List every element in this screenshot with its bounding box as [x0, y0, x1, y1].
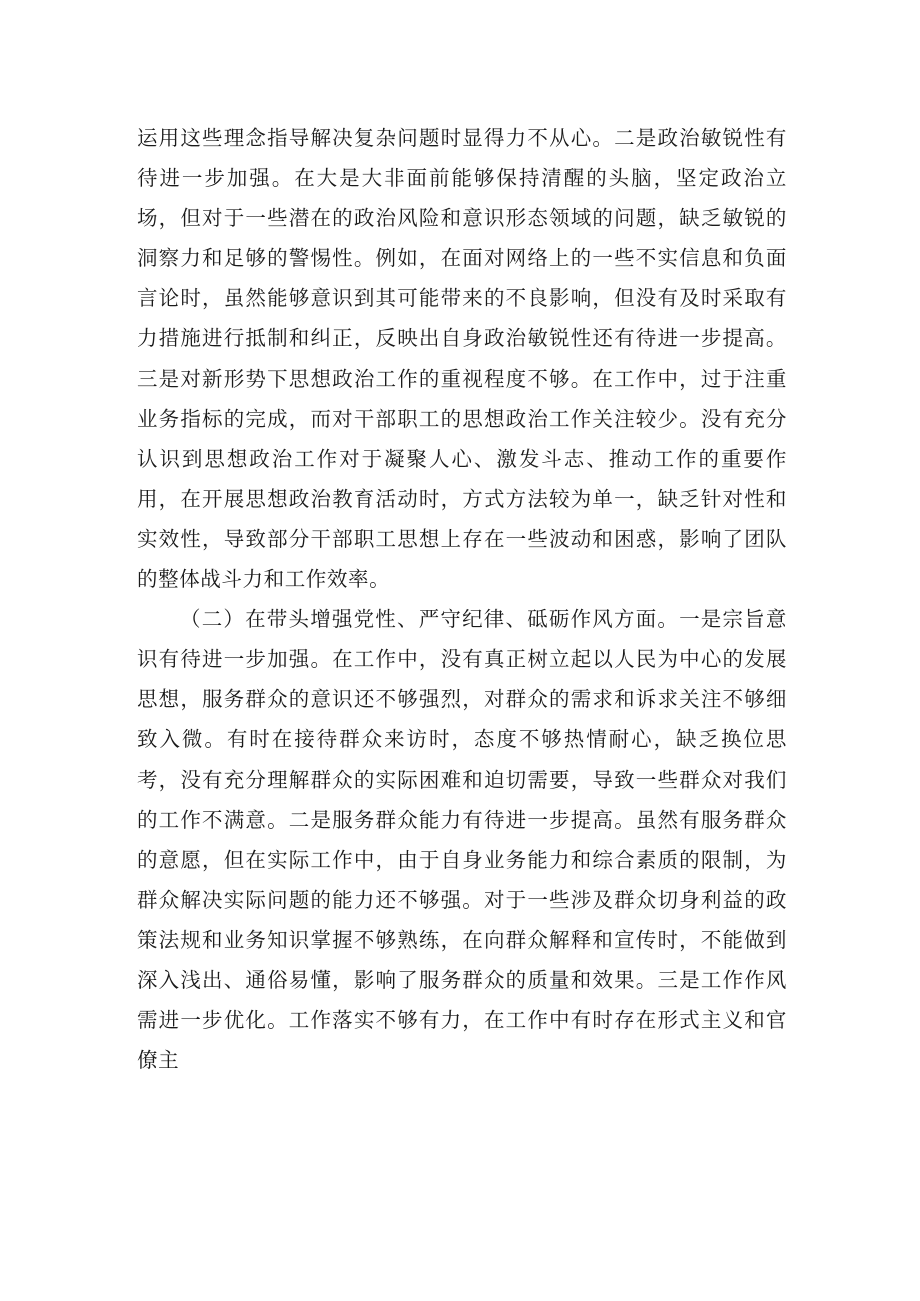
paragraph-section-2: （二）在带头增强党性、严守纪律、砥砺作风方面。一是宗旨意识有待进一步加强。在工作中，没有真正树立起以人民为中心的发展思想，服务群众的意识还不够强烈，对群众的需求和诉求关注不够细致入微。有时在接待群众来访时，态度不够热情耐心，缺乏换位思考，没有充分理解群众的实际困难和迫切需要，导致一些群众对我们的工作不满意。二是服务群众能力有待进一步提高。虽然有服务群众的意愿，但在实际工作中，由于自身业务能力和综合素质的限制，为群众解决实际问题的能力还不够强。对于一些涉及群众切身利益的政策法规和业务知识掌握不够熟练，在向群众解释和宣传时，不能做到深入浅出、通俗易懂，影响了服务群众的质量和效果。三是工作作风需进一步优化。工作落实不够有力，在工作中有时存在形式主义和官僚主 — [137, 607, 787, 1073]
paragraph-continued: 运用这些理念指导解决复杂问题时显得力不从心。二是政治敏锐性有待进一步加强。在大是大非面前能够保持清醒的头脑，坚定政治立场，但对于一些潜在的政治风险和意识形态领域的问题，缺乏敏锐的洞察力和足够的警惕性。例如，在面对网络上的一些不实信息和负面言论时，虽然能够意识到其可能带来的不良影响，但没有及时采取有力措施进行抵制和纠正，反映出自身政治敏锐性还有待进一步提高。三是对新形势下思想政治工作的重视程度不够。在工作中，过于注重业务指标的完成，而对干部职工的思想政治工作关注较少。没有充分认识到思想政治工作对于凝聚人心、激发斗志、推动工作的重要作用，在开展思想政治教育活动时，方式方法较为单一，缺乏针对性和实效性，导致部分干部职工思想上存在一些波动和困惑，影响了团队的整体战斗力和工作效率。 — [137, 126, 787, 592]
document-body — [137, 118, 787, 1080]
